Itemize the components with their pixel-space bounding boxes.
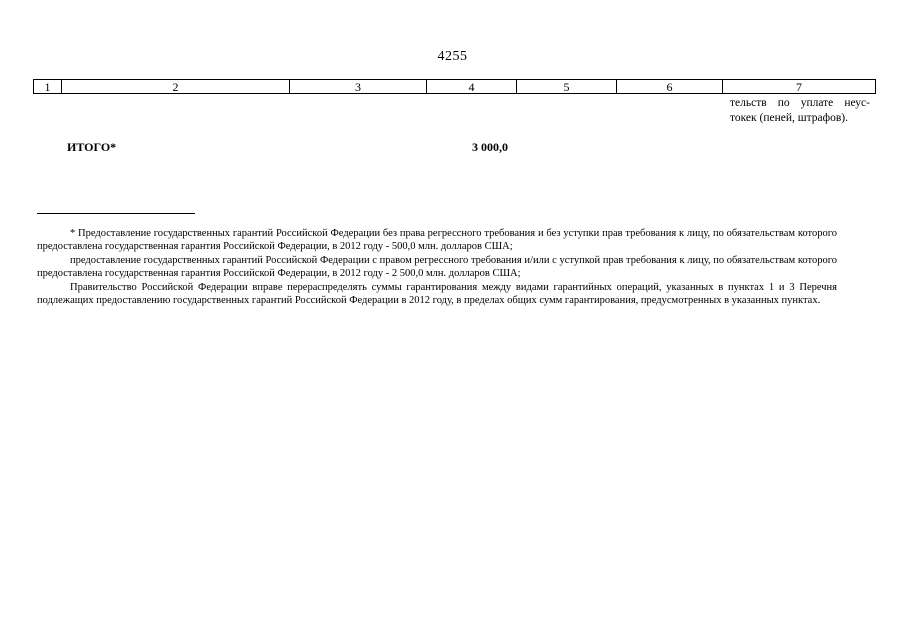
footnote-paragraph: предоставление государственных гарантий Российской Федерации с правом регрессного требования и/или с уступкой прав требования к лицу, по обязательствам которого предоставлена государственная гарантия Российской Федерации, в 2012 году - 2 500,0 млн. долларов США;	[37, 254, 837, 280]
continued-cell-text: тельств по уплате неус-токек (пеней, штрафов).	[730, 97, 870, 124]
total-label: ИТОГО*	[67, 140, 117, 154]
table-header-row	[34, 80, 876, 94]
column-number-6: 6	[617, 80, 723, 94]
column-number-5: 5	[517, 80, 617, 94]
column-number-3: 3	[290, 80, 427, 94]
total-value: 3 000,0	[472, 140, 508, 154]
column-number-1: 1	[34, 80, 62, 94]
column-number-4: 4	[427, 80, 517, 94]
footnote-separator	[37, 213, 195, 214]
column-number-7: 7	[723, 80, 876, 94]
footnote-paragraph: * Предоставление государственных гарантий Российской Федерации без права регрессного требования и без уступки прав требования к лицу, по обязательствам которого предоставлена государственная гарантия Российской Федерации, в 2012 году - 500,0 млн. долларов США;	[37, 228, 837, 253]
column-number-2: 2	[62, 80, 290, 94]
footnote-paragraph: Правительство Российской Федерации вправе перераспределять суммы гарантирования между видами гарантийных операций, указанных в пунктах 1 и 3 Перечня подлежащих предоставлению государственных гарантий Российской Федерации в 2012 году, в пределах общих сумм гарантирования, предусмотренных в указанных пунктах.	[37, 281, 837, 307]
column-number-header-table	[33, 79, 876, 94]
footnotes	[37, 227, 837, 307]
page-number: 4255	[437, 49, 468, 64]
